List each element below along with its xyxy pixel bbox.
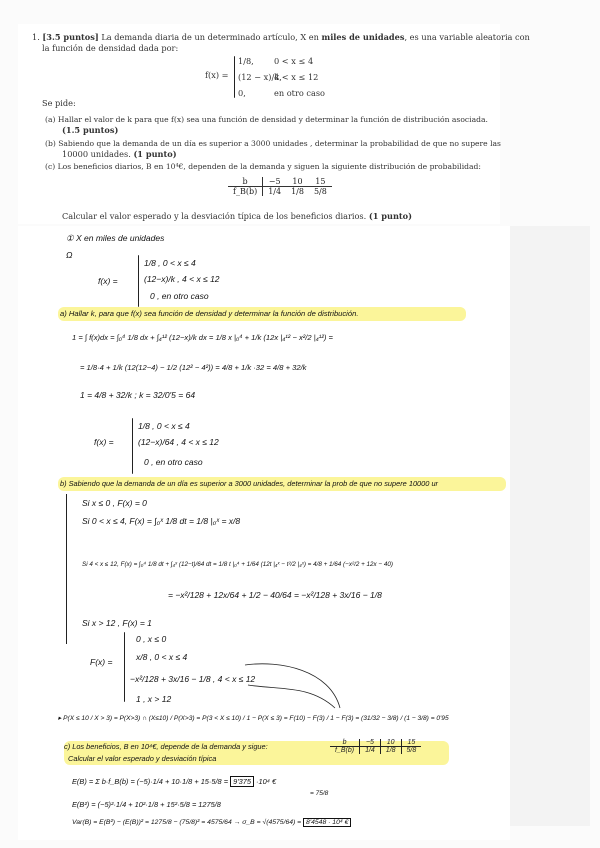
variance-line <box>72 819 351 826</box>
expected-value-formula: E(B) = Σ b·f_B(b) = (−5)·1/4 + 10·1/8 + 15·5/8 = <box>72 777 229 786</box>
case-value: 0, <box>238 88 246 98</box>
expected-value-unit: ·10⁴ € <box>256 777 277 786</box>
case: (12−x)/k , 4 < x ≤ 12 <box>144 274 220 284</box>
question-b-points: (1 punto) <box>133 149 177 159</box>
expected-value-fraction: = 75/8 <box>310 790 329 797</box>
density-label: f(x) = <box>98 276 118 286</box>
table-cell: 1/4 <box>360 747 381 755</box>
question-a-points: (1.5 puntos) <box>62 125 119 135</box>
part-b-heading: b) Sabiendo que la demanda de un día es superior a 3000 unidades, determinar la prob de que no supere 10000 ur <box>60 479 439 488</box>
intro-line-2: la función de densidad dada por: <box>42 43 179 53</box>
part-c-heading: c) Los beneficios, B en 10⁴€, depende de la demanda y sigue: <box>64 742 268 751</box>
case-range: en otro caso <box>274 88 325 98</box>
case: 1 , x > 12 <box>136 694 172 704</box>
table-header: b <box>330 739 360 747</box>
part-a-step-2: = 1/8·4 + 1/k (12(12−4) − 1/2 (12² − 4²)) = 4/8 + 1/k ·32 = 4/8 + 32/k <box>80 363 307 372</box>
case-value: (12 − x)/k, <box>238 72 282 82</box>
omega-label: Ω <box>66 250 73 260</box>
part-b-case-4: Si x > 12 , F(x) = 1 <box>82 618 152 628</box>
case: 0 , x ≤ 0 <box>136 634 167 644</box>
distribution-table <box>228 177 332 196</box>
show-through-background <box>510 226 590 826</box>
intro-bold: miles de unidades <box>321 32 405 42</box>
question-b-line2 <box>62 149 177 159</box>
part-b-case-2: Si 0 < x ≤ 4, F(x) = ∫₀ˣ 1/8 dt = 1/8 |₀ˣ = x/8 <box>82 516 241 526</box>
part-a-step-1: 1 = ∫ f(x)dx = ∫₀⁴ 1/8 dx + ∫₄¹² (12−x)/k dx = 1/8 x |₀⁴ + 1/k (12x |₄¹² − x²/2 |₄¹²) = <box>72 333 333 342</box>
question-c-line2 <box>62 211 412 221</box>
table-header: 10 <box>380 739 401 747</box>
problem-number: 1. <box>32 32 40 42</box>
table-cell: f_B(b) <box>330 747 360 755</box>
second-moment-line: E(B²) = (−5)²·1/4 + 10²·1/8 + 15²·5/8 = 1275/8 <box>72 800 221 809</box>
intro: La demanda diaria de un determinado artículo, X en <box>101 32 319 42</box>
question-c: (c) Los beneficios diarios, B en 10⁴€, dependen de la demanda y siguen la siguiente distribución de probabilidad: <box>45 162 481 171</box>
brace <box>124 632 125 702</box>
case: (12−x)/64 , 4 < x ≤ 12 <box>138 437 219 447</box>
table-header: −5 <box>268 177 281 186</box>
case-range: 0 < x ≤ 4 <box>274 56 314 66</box>
table-cell: 5/8 <box>313 187 327 196</box>
table-header: 10 <box>292 177 303 186</box>
table-cell: 1/8 <box>380 747 401 755</box>
case: 1/8 , 0 < x ≤ 4 <box>138 421 190 431</box>
part-b-case-1: Si x ≤ 0 , F(x) = 0 <box>82 498 147 508</box>
brace <box>138 255 139 307</box>
expected-value-line <box>72 777 276 786</box>
case-value: 1/8, <box>238 56 254 66</box>
margin-line <box>66 494 67 644</box>
brace <box>234 56 235 98</box>
table-cell: 1/4 <box>268 187 282 196</box>
se-pide: Se pide: <box>42 98 76 108</box>
case: x/8 , 0 < x ≤ 4 <box>136 652 188 662</box>
part-c-heading-2: Calcular el valor esperado y desviación típica <box>68 754 217 763</box>
table-cell: 1/8 <box>291 187 304 196</box>
case: 0 , en otro caso <box>150 291 209 301</box>
intro-end: , es una variable aleatoria con <box>404 32 530 42</box>
arrows <box>240 640 350 710</box>
table-cell: f_B(b) <box>228 187 263 197</box>
part-b-case-3: Si 4 < x ≤ 12, F(x) = ∫₀⁴ 1/8 dt + ∫₄ˣ (12−t)/64 dt = 1/8 t |₀⁴ + 1/64 (12t |₄ˣ − t²/2 |₄ˣ) = 4/8 + 1/64 (−x²/2 + 12x − 40) <box>82 561 393 568</box>
case: 1/8 , 0 < x ≤ 4 <box>144 258 196 268</box>
question-b: (b) Sabiendo que la demanda de un día es superior a 3000 unidades , determinar la probabilidad de que no supere las <box>45 139 501 148</box>
question-c-text: Calcular el valor esperado y la desviación típica de los beneficios diarios. <box>62 211 367 221</box>
density-label: f(x) = <box>205 70 229 80</box>
question-a: (a) Hallar el valor de k para que f(x) sea una función de densidad y determinar la función de distribución asociada. <box>45 115 488 124</box>
variance-formula: Var(B) = E(B²) − (E(B))² = 1275/8 − (75/8)² = 4575/64 → σ_B = √(4575/64) = <box>72 819 302 826</box>
part-a-heading: a) Hallar k, para que f(x) sea función de densidad y determinar la función de distribución. <box>60 309 359 318</box>
question-b-text: 10000 unidades. <box>62 149 131 159</box>
case: 0 , en otro caso <box>144 457 203 467</box>
density-label: f(x) = <box>94 437 114 447</box>
part-b-case-3-simplified: = −x²/128 + 12x/64 + 1/2 − 40/64 = −x²/128 + 3x/16 − 1/8 <box>168 590 382 600</box>
table-cell: 5/8 <box>406 747 417 754</box>
std-dev-result: 8'4548 · 10⁴ € <box>303 818 351 827</box>
solution-heading: ① X en miles de unidades <box>66 233 165 243</box>
part-b-result: ▸ P(X ≤ 10 / X > 3) = P(X>3) ∩ (X≤10) / P(X>3) = P(3 < X ≤ 10) / 1 − P(X ≤ 3) = F(10) − F(3) / 1 − F(3) = (31/32 − 3/8) / (1 − 3/8) = 0'95 <box>58 715 449 722</box>
part-c-table <box>330 739 421 754</box>
question-c-points: (1 punto) <box>368 211 413 221</box>
problem-points: [3.5 puntos] <box>42 32 99 42</box>
problem-line-1 <box>32 32 530 42</box>
case: −x²/128 + 3x/16 − 1/8 , 4 < x ≤ 12 <box>130 674 256 684</box>
distribution-label: F(x) = <box>90 657 113 667</box>
table-header: −5 <box>360 739 381 747</box>
table-header: b <box>228 177 263 187</box>
case-range: 4 < x ≤ 12 <box>274 72 319 82</box>
expected-value-result: 9'375 <box>230 776 254 787</box>
table-header: 15 <box>315 177 326 186</box>
part-a-result: 1 = 4/8 + 32/k ; k = 32/0'5 = 64 <box>80 390 196 400</box>
brace <box>132 418 133 474</box>
table-header: 15 <box>407 739 416 746</box>
